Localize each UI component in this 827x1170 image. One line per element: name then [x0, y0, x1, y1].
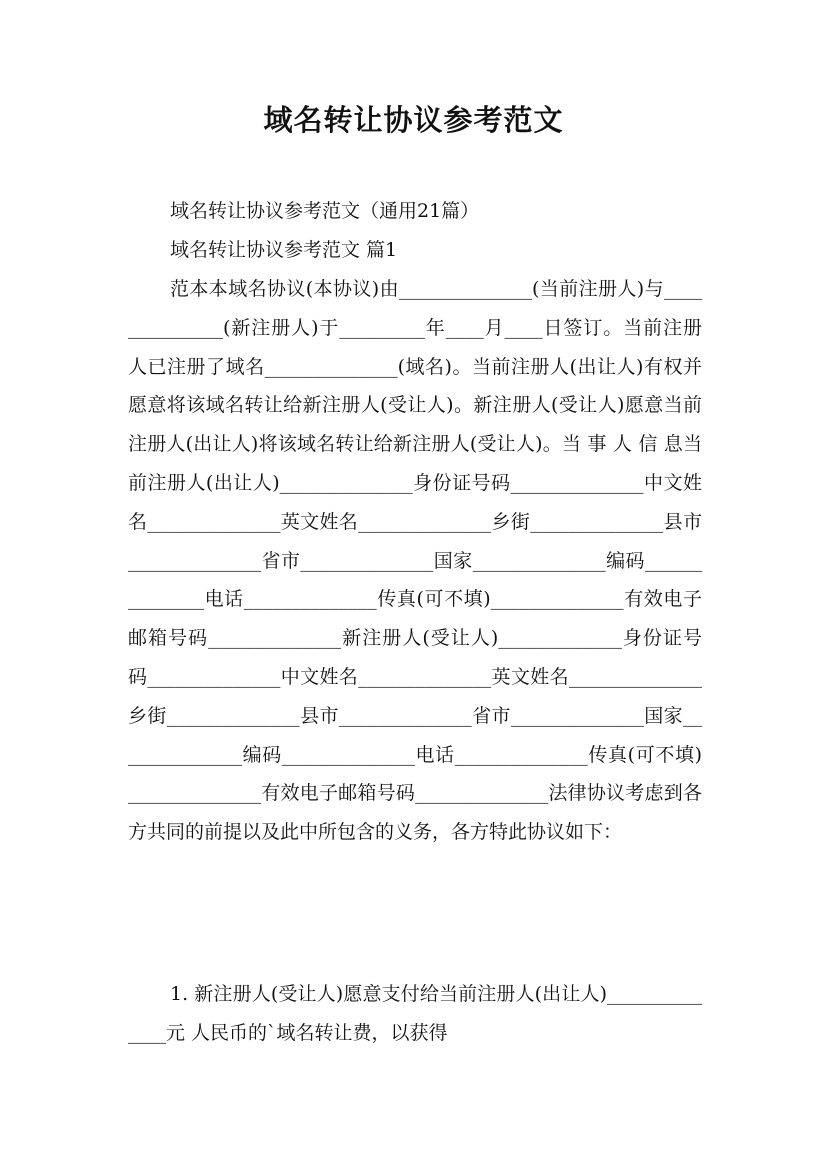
- document-subtitle: 域名转让协议参考范文（通用21篇）: [170, 200, 480, 222]
- document-title: 域名转让协议参考范文: [263, 103, 564, 137]
- section-heading: 域名转让协议参考范文 篇1: [170, 239, 398, 261]
- clause-1-paragraph: 1. 新注册人(受让人)愿意支付给当前注册人(出让人)______________元 人民币的`域名转让费，以获得: [128, 983, 702, 1044]
- agreement-intro-paragraph: 范本本域名协议(本协议)由______________(当前注册人)与______________(新注册人)于_________年____月____日签订。当前注册人已注册了域名______________(域名)。当前注册人(出让人)有权并愿意将该域名转让给新注册人(受让人)。新注册人(受让人)愿意当前注册人(出让人)将该域名转让给新注册人(受让人)。当 事 人 信 息当前注册人(出让人)______________身份证号码______________中文姓名______________英文姓名______________乡街______________县市______________省市______________国家______________编码______________电话______________传真(可不填)______________有效电子邮箱号码______________新注册人(受让人)_____________身份证号码______________中文姓名______________英文姓名______________乡街______________县市______________省市______________国家______________编码______________电话______________传真(可不填)______________有效电子邮箱号码______________法律协议考虑到各方共同的前提以及此中所包含的义务，各方特此协议如下：: [128, 278, 702, 844]
